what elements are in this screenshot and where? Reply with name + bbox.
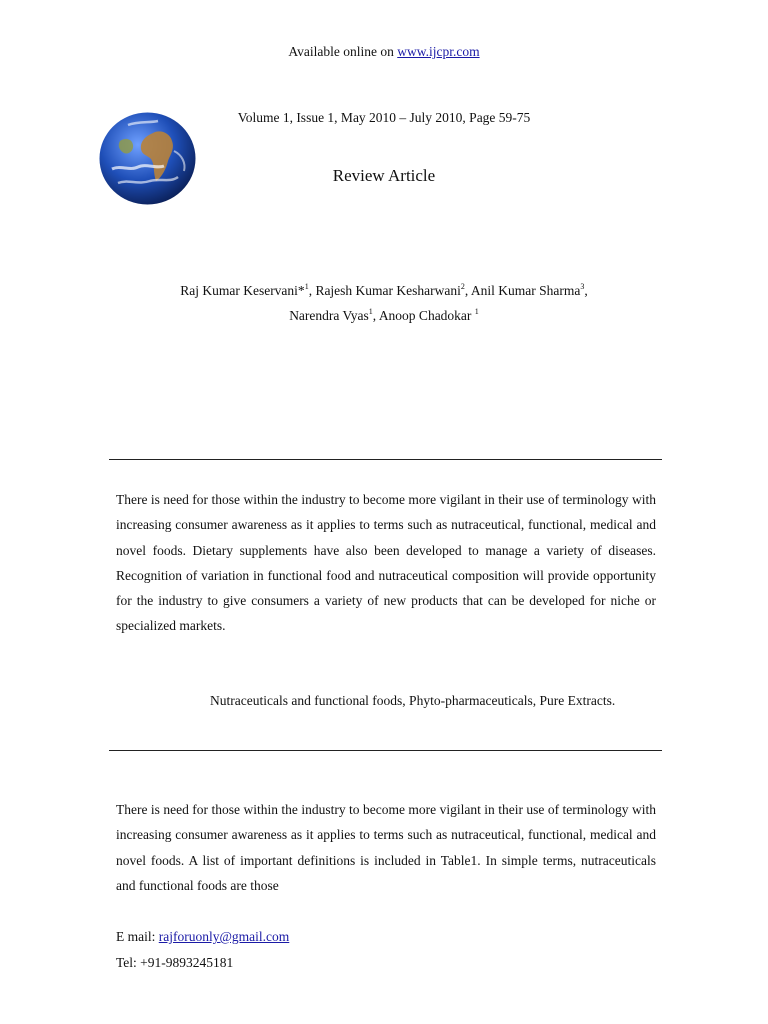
availability-prefix: Available online on [288,44,398,59]
availability-line [0,44,768,60]
introduction-text: There is need for those within the industry to become more vigilant in their use of terminology with increasing consumer awareness as it applies to terms such as nutraceutical, functional, medical and novel foods. A list of important definitions is included in Table1. In simple terms, nutraceuticals and functional foods are those [116,802,656,893]
divider-top [109,459,662,460]
divider-bottom [109,750,662,751]
email-label: E mail: [116,929,159,944]
authors-line-2: Narendra Vyas$^1$, Anoop Chadokar $^1$ [289,307,479,323]
journal-website-link[interactable]: www.ijcpr.com [397,44,480,59]
keywords-text: Nutraceuticals and functional foods, Phyto-pharmaceuticals, Pure Extracts. [210,693,616,708]
author-name: Anoop Chadokar [378,308,475,323]
authors-line-1: Raj Kumar Keservani*$^1$, Rajesh Kumar Kesharwani$^2$, Anil Kumar Sharma$^3$, [180,282,588,298]
abstract-text: There is need for those within the industry to become more vigilant in their use of terminology with increasing consumer awareness as it applies to terms such as nutraceutical, functional, medical and novel foods. Dietary supplements have also been developed to manage a variety of diseases. Recognition of variation in functional food and nutraceutical composition will provide opportunity for the industry to give consumers a variety of new products that can be developed for niche or specialized markets. [116,492,656,634]
author-name: Anil Kumar Sharma [470,283,581,298]
email-line [116,929,289,945]
volume-line: Volume 1, Issue 1, May 2010 – July 2010, Page 59-75 [237,110,531,125]
affiliation-mark: 1 [368,307,373,316]
email-link[interactable]: rajforuonly@gmail.com [158,929,290,944]
author-name: Raj Kumar Keservani* [180,283,305,298]
affiliation-mark: 2 [460,282,465,291]
affiliation-mark: 1 [474,307,479,316]
telephone-line: Tel: +91-9893245181 [116,955,234,970]
article-type-heading: Review Article [332,166,436,185]
author-name: Rajesh Kumar Kesharwani [315,283,461,298]
affiliation-mark: 1 [304,282,309,291]
affiliation-mark: 3 [580,282,585,291]
author-name: Narendra Vyas [289,308,369,323]
